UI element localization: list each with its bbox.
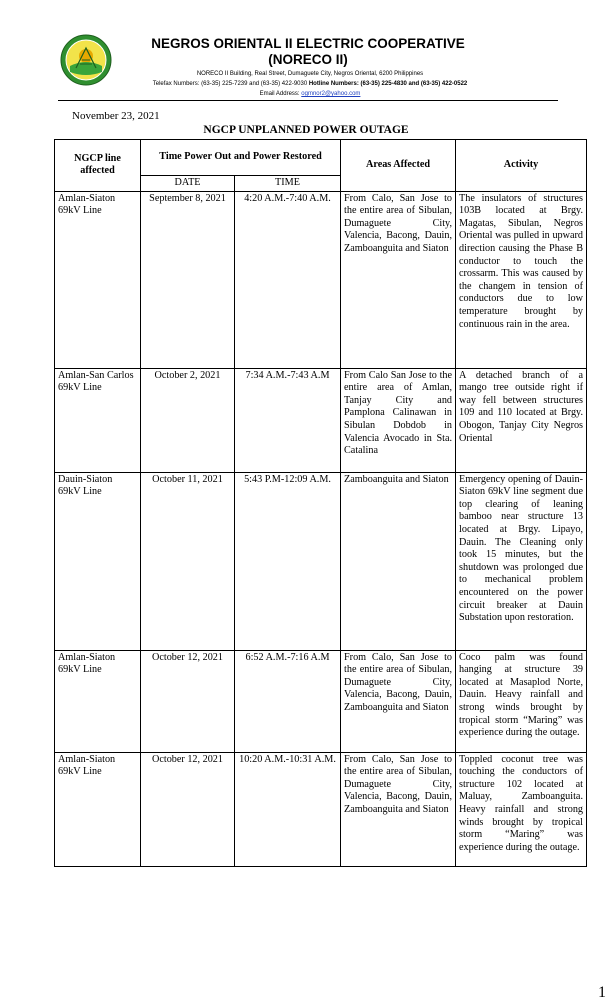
cell-time: 10:20 A.M.-10:31 A.M. (235, 752, 341, 866)
org-address: NORECO II Building, Real Street, Dumaguete City, Negros Oriental, 6200 Philippines (196, 71, 424, 77)
cell-areas: From Calo, San Jose to the entire area of Sibulan, Dumaguete City, Valencia, Bacong, Dauin, Zamboanguita and Siaton (341, 752, 456, 866)
cell-line: Amlan-Siaton 69kV Line (55, 650, 141, 752)
cell-line: Amlan-San Carlos 69kV Line (55, 368, 141, 472)
contact-numbers (100, 79, 520, 89)
table-row (55, 472, 587, 650)
table-row (55, 191, 587, 368)
cell-date: October 11, 2021 (141, 472, 235, 650)
org-abbreviation: (NORECO II) (268, 52, 348, 67)
header-time-out-restored: Time Power Out and Power Restored (141, 140, 341, 176)
table-row (55, 650, 587, 752)
email-line (100, 89, 520, 99)
header-activity: Activity (456, 140, 587, 192)
cell-areas: From Calo, San Jose to the entire area of Sibulan, Dumaguete City, Valencia, Bacong, Dauin, Zamboanguita and Siaton (341, 191, 456, 368)
cell-line: Dauin-Siaton 69kV Line (55, 472, 141, 650)
cell-activity: A detached branch of a mango tree outside right if way fell between structures 109 and 110 located at Brgy. Obogon, Tanjay City Negros Oriental (456, 368, 587, 472)
header-time: TIME (235, 176, 341, 192)
email-label: Email Address: (259, 91, 300, 97)
telefax-numbers: Telefax Numbers: (63-35) 225-7239 and (63-35) 422-9030 (152, 81, 308, 87)
cell-date: October 12, 2021 (141, 752, 235, 866)
cell-line: Amlan-Siaton 69kV Line (55, 752, 141, 866)
cell-date: September 8, 2021 (141, 191, 235, 368)
cell-areas: From Calo, San Jose to the entire area of Sibulan, Dumaguete City, Valencia, Bacong, Dauin, Zamboanguita and Siaton (341, 650, 456, 752)
cell-activity: The insulators of structures 103B located at Brgy. Magatas, Sibulan, Negros Oriental was pulled in upward direction causing the Phase B conductor to touch the crossarm. This was caused by the changem in tension of conductors due to low temperature brought by continuous rain in the area. (456, 191, 587, 368)
cell-date: October 2, 2021 (141, 368, 235, 472)
page-number: 1 (598, 984, 606, 1001)
organization-name (118, 36, 498, 68)
cell-time: 7:34 A.M.-7:43 A.M (235, 368, 341, 472)
header-date: DATE (141, 176, 235, 192)
cell-time: 6:52 A.M.-7:16 A.M (235, 650, 341, 752)
header-areas-affected: Areas Affected (341, 140, 456, 192)
cell-activity: Toppled coconut tree was touching the conductors of structure 102 located at Maluay, Zamboanguita. Heavy rainfall and strong winds brought by tropical storm “Maring” was experience during the outage. (456, 752, 587, 866)
outage-table (54, 139, 587, 867)
cell-areas: Zamboanguita and Siaton (341, 472, 456, 650)
cell-date: October 12, 2021 (141, 650, 235, 752)
header-divider (58, 100, 558, 101)
cell-activity: Emergency opening of Dauin-Siaton 69kV line segment due top clearing of leaning bamboo near structure 13 located at Brgy. Lipayo, Dauin. The Cleaning only took 15 minutes, but the shutdown was prolonged due to mechanical problem encountered on the power circuit breaker at Dauin Substation upon restoration. (456, 472, 587, 650)
letterhead (0, 0, 612, 105)
document-date: November 23, 2021 (72, 110, 160, 122)
cell-areas: From Calo San Jose to the entire area of Amlan, Tanjay City and Pamplona Calinawan in Sibulan Dobdob in Valencia Avocado in Sta. Catalina (341, 368, 456, 472)
table-row (55, 752, 587, 866)
header-line-affected: NGCP line affected (55, 140, 141, 192)
hotline-numbers: Hotline Numbers: (63-35) 225-4830 and (63-35) 422-0522 (308, 81, 468, 87)
document-title: NGCP UNPLANNED POWER OUTAGE (203, 124, 409, 136)
cell-time: 5:43 P.M-12:09 A.M. (235, 472, 341, 650)
cell-activity: Coco palm was found hanging at structure 39 located at Masaplod Norte, Dauin. Heavy rainfall and strong winds brought by tropical storm “Maring” was experience during the outage. (456, 650, 587, 752)
cell-line: Amlan-Siaton 69kV Line (55, 191, 141, 368)
org-full-name: NEGROS ORIENTAL II ELECTRIC COOPERATIVE (151, 36, 465, 51)
email-link[interactable]: ogmnor2@yahoo.com (301, 91, 361, 97)
cell-time: 4:20 A.M.-7:40 A.M. (235, 191, 341, 368)
table-row (55, 368, 587, 472)
